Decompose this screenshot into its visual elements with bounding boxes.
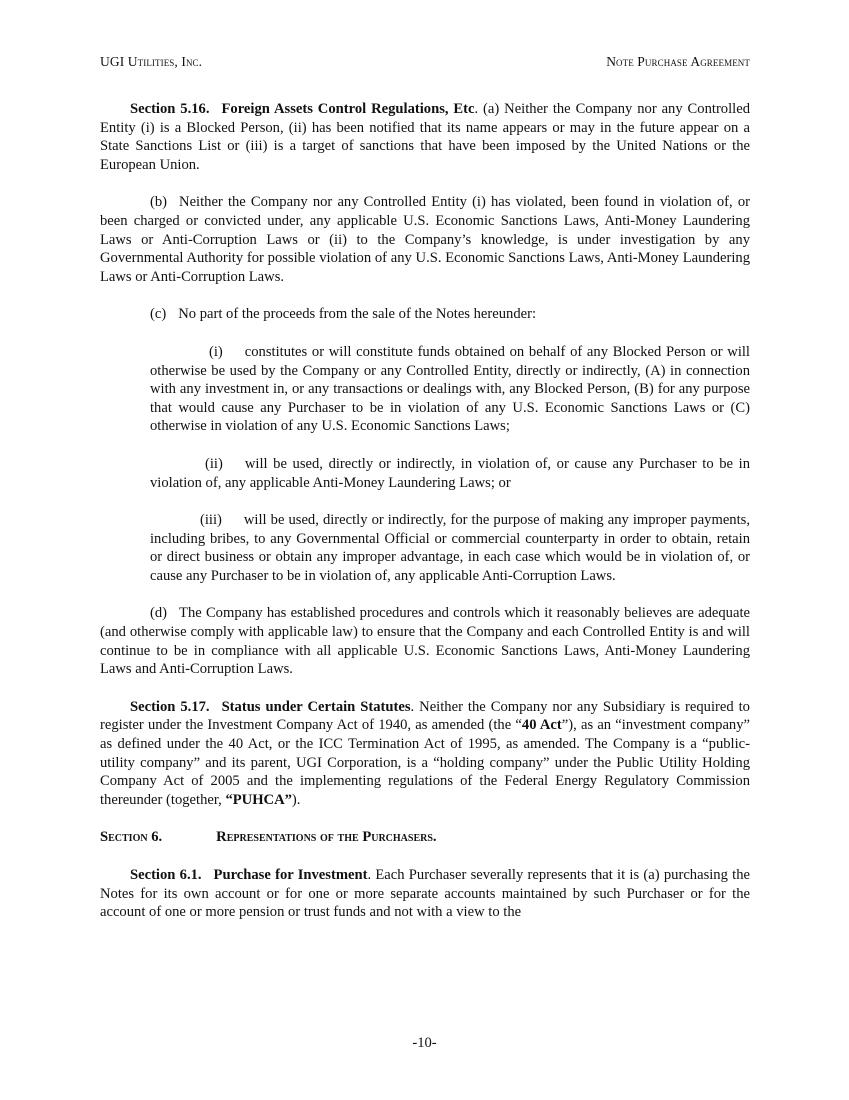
paragraph-text: will be used, directly or indirectly, in violation of, or cause any Purchaser to be in violation of, any applicable Anti-Money Laundering Laws; or	[150, 455, 750, 491]
paragraph-text: No part of the proceeds from the sale of the Notes hereunder:	[178, 306, 537, 323]
paragraph-text: The Company has established procedures and controls which it reasonably believes are adequate (and otherwise comply with applicable law) to ensure that the Company and each Controlled Entity is and will continue to be in compliance with all applicable U.S. Economic Sanctions Laws, Anti-Money Laundering Laws and Anti-Corruption Laws.	[100, 605, 750, 678]
paragraph-text: . Neither the Company nor any Subsidiary is required to register under the Investment Company Act of 1940, as amended (the “	[100, 698, 750, 734]
paragraph-text: ).	[291, 791, 301, 808]
paragraph-label: (d)	[150, 605, 168, 622]
section-6-1	[100, 866, 750, 922]
page-number: -10-	[412, 1035, 437, 1051]
section-title: Status under Certain Statutes	[221, 698, 411, 715]
paragraph-label: (b)	[150, 194, 168, 211]
section-number: Section 5.16.	[130, 101, 210, 117]
section-5-16-b	[100, 193, 750, 286]
header-company-name: UGI Utilities, Inc.	[100, 54, 203, 69]
paragraph-text: Neither the Company nor any Controlled Entity (i) has violated, been found in violation of, or been charged or convicted under, any applicable U.S. Economic Sanctions Laws, Anti-Money Laundering Laws or Anti-Corruption Laws or (ii) to the Company’s knowledge, is under investigation by any Governmental Authority for possible violation of any U.S. Economic Sanctions Laws, Anti-Money Laundering Laws or Anti-Corruption Laws.	[100, 194, 750, 285]
heading-period: .	[432, 829, 437, 846]
section-5-16-c-ii	[150, 455, 750, 492]
section-title: Representations of the Purchasers	[216, 829, 433, 846]
header-document-title: Note Purchase Agreement	[606, 54, 750, 69]
section-5-16-c	[100, 305, 750, 324]
section-5-16-a	[100, 100, 750, 174]
defined-term-40-act: 40 Act	[521, 717, 562, 734]
paragraph-text: will be used, directly or indirectly, for the purpose of making any improper payments, including bribes, to any Governmental Official or commercial counterparty in order to obtain, retain or direct business or obtain any improper advantage, in each case which would be in violation of, or cause any Purchaser to be in violation of, any applicable Anti-Corruption Laws.	[150, 512, 750, 584]
paragraph-text: . (a) Neither the Company nor any Controlled Entity (i) is a Blocked Person, (ii) has been notified that its name appears or may in the future appear on a State Sanctions List or (iii) is a target of sanctions that have been imposed by the United Nations or the European Union.	[100, 101, 750, 173]
paragraph-text: ”), as an “investment company” as defined under the 40 Act, or the ICC Termination Act of 1995, as amended. The Company is a “public-utility company” and its parent, UGI Corporation, is a “holding company” under the Public Utility Holding Company Act of 2005 and the implementing regulations of the Federal Energy Regulatory Commission thereunder (together,	[100, 717, 750, 808]
document-body	[100, 100, 750, 941]
section-5-17	[100, 698, 750, 810]
section-number: Section 6.1.	[130, 867, 202, 883]
paragraph-label: (iii)	[200, 512, 222, 529]
paragraph-label: (c)	[150, 306, 167, 323]
section-5-16-c-i	[150, 343, 750, 436]
section-5-16-d	[100, 604, 750, 678]
section-6-heading	[100, 828, 750, 847]
section-5-16-c-iii	[150, 511, 750, 585]
section-title: Purchase for Investment	[213, 867, 368, 883]
paragraph-label: (ii)	[205, 455, 223, 472]
defined-term-puhca: “PUHCA”	[225, 791, 292, 808]
section-title: Foreign Assets Control Regulations, Etc	[221, 101, 475, 117]
section-number: Section 6.	[100, 829, 163, 846]
paragraph-text: constitutes or will constitute funds obtained on behalf of any Blocked Person or will otherwise be used by the Company or any Controlled Entity, directly or indirectly, (A) in connection with any investment in, or any transactions or dealings with, any Blocked Person, (B) for any purpose that would cause any Purchaser to be in violation of any U.S. Economic Sanctions Laws or (C) otherwise in violation of any U.S. Economic Sanctions Laws;	[150, 343, 750, 435]
paragraph-text: . Each Purchaser severally represents that it is (a) purchasing the Notes for its own account or for one or more separate accounts maintained by such Purchaser or for the account of one or more pension or trust funds and not with a view to the	[100, 867, 750, 921]
section-number: Section 5.17.	[130, 698, 210, 715]
paragraph-label: (i)	[209, 343, 223, 360]
